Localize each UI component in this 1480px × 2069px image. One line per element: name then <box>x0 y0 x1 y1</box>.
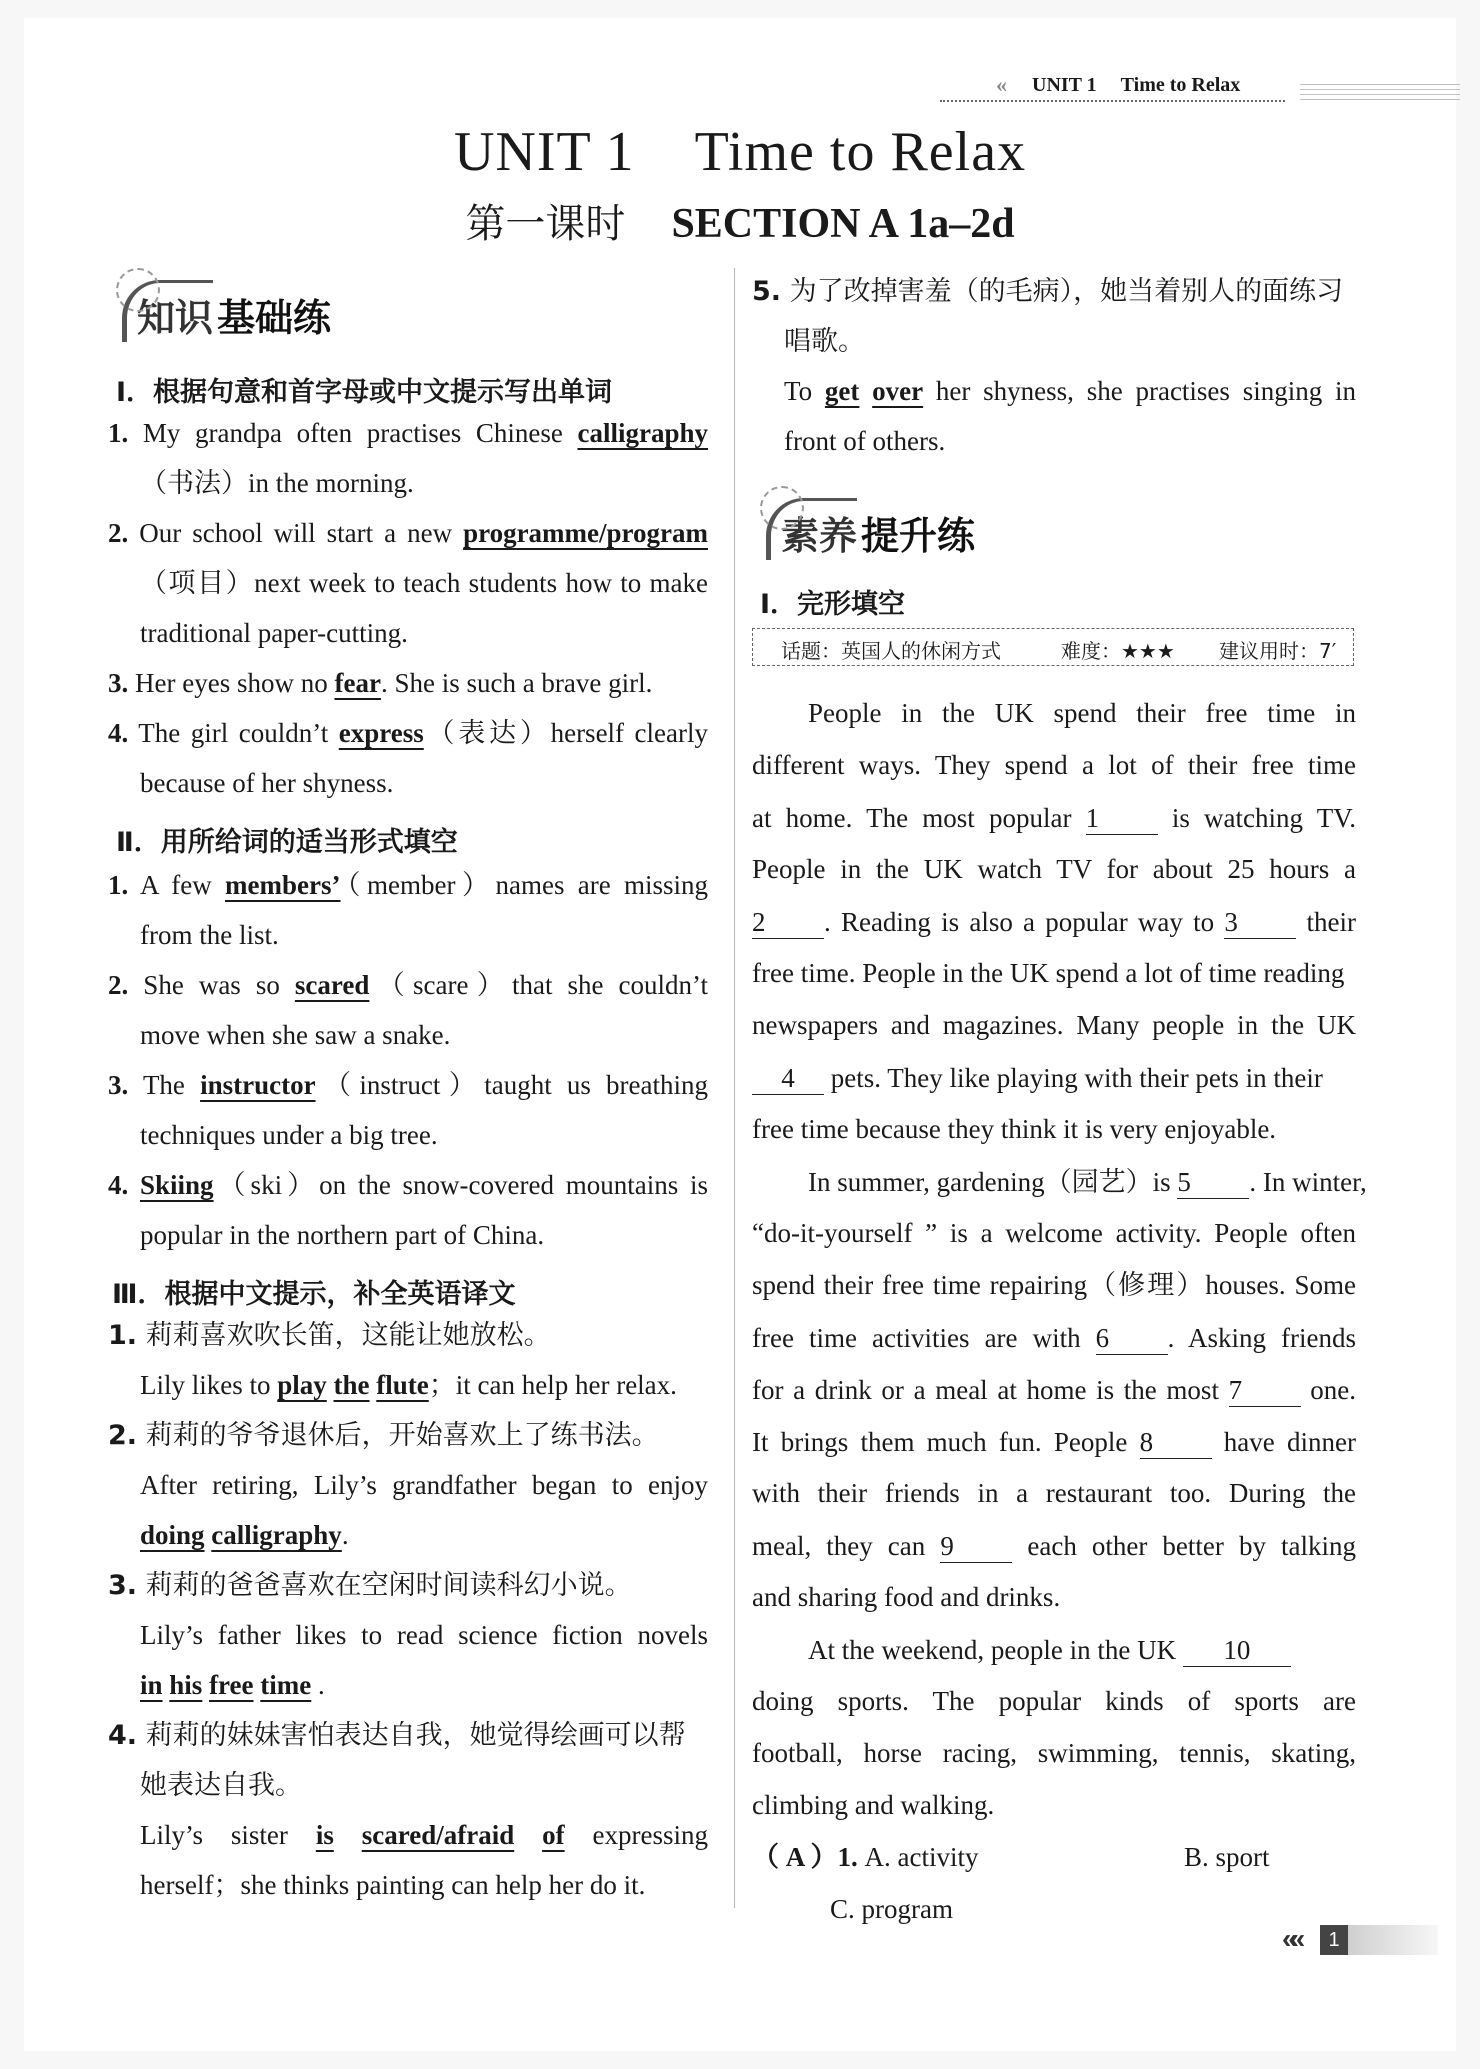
seal-icon <box>116 268 160 312</box>
option-a[interactable]: A. activity <box>864 1842 979 1872</box>
p3-item2-en1: After retiring, Lily’s grandfather began to enjoy <box>140 1470 708 1500</box>
column-divider <box>734 268 735 1908</box>
double-chevron-left-icon: « <box>996 72 1001 97</box>
unit-number: UNIT 1 <box>453 121 635 183</box>
q5-en1: To get over her shyness, she practises singing in <box>784 376 1356 406</box>
p3-item2-en2: doing calligraphy. <box>140 1520 349 1550</box>
passage-line: People in the UK watch TV for about 25 hours a <box>752 854 1356 884</box>
passage-line: with their friends in a restaurant too. During the <box>752 1478 1356 1508</box>
topic-bar <box>752 628 1354 666</box>
p3-item4-cn1: 4. 莉莉的妹妹害怕表达自我，她觉得绘画可以帮 <box>108 1720 686 1751</box>
topic-label: 话题：英国人的休闲方式 <box>781 639 1001 663</box>
blank-1[interactable]: 1 <box>1086 804 1158 835</box>
p1-item4-l1: 4. The girl couldn’t express（表达）herself clearly <box>108 718 709 748</box>
blank-4[interactable]: 4 <box>752 1064 824 1095</box>
passage-line: different ways. They spend a lot of their free time <box>752 750 1356 780</box>
passage-line: for a drink or a meal at home is the most 7 one. <box>752 1375 1356 1405</box>
running-header <box>940 70 1460 104</box>
passage-line: newspapers and magazines. Many people in the UK <box>752 1010 1356 1040</box>
answer: fear <box>334 668 381 698</box>
passage-line: It brings them much fun. People 8 have dinner <box>752 1427 1356 1457</box>
cloze-heading: Ⅰ．完形填空 <box>760 589 906 620</box>
passage-line: meal, they can 9 each other better by talking <box>752 1531 1356 1561</box>
blank-5[interactable]: 5 <box>1177 1168 1249 1199</box>
p1-item2-l1: 2. Our school will start a new programme/program <box>108 518 709 548</box>
banner-word-b: 基础练 <box>217 296 332 340</box>
page-number: 1 <box>1320 1925 1348 1955</box>
q5-en2: front of others. <box>784 426 946 456</box>
answer: calligraphy <box>577 418 708 448</box>
p2-item1-l2: from the list. <box>140 920 279 950</box>
header-stripes <box>1300 84 1460 100</box>
p2-item3-l1: 3. The instructor（instruct）taught us breathing <box>108 1070 708 1100</box>
p2-item1-l1: 1. A few members’（member）names are missing <box>108 870 708 900</box>
banner-word-a: 素养 <box>766 498 857 560</box>
answer-mark: （ A ） <box>752 1842 838 1872</box>
passage-line: and sharing food and drinks. <box>752 1582 1061 1612</box>
passage-line: 4 pets. They like playing with their pets in their <box>752 1064 1323 1095</box>
blank-2[interactable]: 2 <box>752 908 824 939</box>
banner-word-a: 知识 <box>122 280 213 342</box>
p3-item1-cn: 1. 莉莉喜欢吹长笛，这能让她放松。 <box>108 1320 551 1351</box>
unit-topic: Time to Relax <box>694 121 1027 183</box>
time-label: 建议用时：7′ <box>1219 639 1337 663</box>
passage-line: spend their free time repairing（修理）houses. Some <box>752 1270 1356 1300</box>
option-c[interactable]: C. program <box>830 1894 953 1924</box>
blank-8[interactable]: 8 <box>1140 1428 1212 1459</box>
running-header-title: Time to Relax <box>1120 74 1241 96</box>
banner-word-b: 提升练 <box>861 514 976 558</box>
double-chevron-left-icon: «« <box>1282 1923 1298 1954</box>
p2-item4-l2: popular in the northern part of China. <box>140 1220 545 1250</box>
part3-heading: Ⅲ．根据中文提示，补全英语译文 <box>112 1279 516 1310</box>
section-label: SECTION A 1a–2d <box>671 201 1015 247</box>
p1-item2-l2: （项目）next week to teach students how to make <box>140 568 708 598</box>
passage-line: free time. People in the UK spend a lot of time reading <box>752 958 1345 988</box>
passage-line: People in the UK spend their free time in <box>808 698 1356 728</box>
blank-7[interactable]: 7 <box>1229 1376 1301 1407</box>
advanced-practice-banner <box>766 498 975 568</box>
p1-item4-l2: because of her shyness. <box>140 768 394 798</box>
lesson-label: 第一课时 <box>465 201 626 247</box>
basic-practice-banner <box>122 280 331 350</box>
answer: express <box>338 718 424 748</box>
page-tab-shade <box>1348 1925 1438 1955</box>
p3-item2-cn: 2. 莉莉的爷爷退休后，开始喜欢上了练书法。 <box>108 1420 659 1451</box>
answer: members’ <box>225 870 341 900</box>
p3-item4-en1: Lily’s sister is scared/afraid of expressing <box>140 1820 709 1850</box>
section-title <box>0 192 1480 249</box>
p2-item2-l1: 2. She was so scared（scare）that she couldn’t <box>108 970 709 1000</box>
choice-q1: （ A ）1. A. activity <box>752 1842 979 1872</box>
p2-item4-l1: 4. Skiing（ski）on the snow-covered mountains is <box>108 1170 708 1200</box>
part2-heading: Ⅱ．用所给词的适当形式填空 <box>116 827 458 858</box>
passage-line: football, horse racing, swimming, tennis, skating, <box>752 1738 1356 1768</box>
passage-line: free time because they think it is very enjoyable. <box>752 1114 1277 1144</box>
p3-item3-en2: in his free time . <box>140 1670 325 1700</box>
answer: Skiing <box>140 1170 214 1200</box>
passage-line: “do-it-yourself ” is a welcome activity. People often <box>752 1218 1356 1248</box>
passage-line: at home. The most popular 1 is watching TV. <box>752 803 1356 833</box>
p2-item2-l2: move when she saw a snake. <box>140 1020 451 1050</box>
p1-item1-l1: 1. My grandpa often practises Chinese calligraphy <box>108 418 708 448</box>
p3-item1-en: Lily likes to play the flute；it can help her relax. <box>140 1370 677 1400</box>
p1-item2-l3: traditional paper-cutting. <box>140 618 408 648</box>
p3-item3-cn: 3. 莉莉的爸爸喜欢在空闲时间读科幻小说。 <box>108 1570 632 1601</box>
answer: instructor <box>200 1070 316 1100</box>
blank-10[interactable]: 10 <box>1183 1636 1291 1667</box>
passage-line: climbing and walking. <box>752 1790 995 1820</box>
answer: programme/program <box>463 518 709 548</box>
q5-cn2: 唱歌。 <box>784 326 865 357</box>
header-dotted-rule <box>940 100 1285 102</box>
blank-9[interactable]: 9 <box>940 1532 1012 1563</box>
part1-heading: Ⅰ．根据句意和首字母或中文提示写出单词 <box>116 377 613 408</box>
running-header-unit: UNIT 1 <box>1032 74 1097 96</box>
passage-line: free time activities are with 6 . Asking friends <box>752 1323 1356 1353</box>
passage-line: At the weekend, people in the UK 10 <box>808 1636 1291 1667</box>
p3-item4-en2: herself；she thinks painting can help her do it. <box>140 1870 646 1900</box>
p1-item3: 3. Her eyes show no fear. She is such a brave girl. <box>108 668 653 698</box>
p2-item3-l2: techniques under a big tree. <box>140 1120 438 1150</box>
q5-cn1: 5. 为了改掉害羞（的毛病），她当着别人的面练习 <box>752 276 1344 307</box>
passage-line: 2 . Reading is also a popular way to 3 their <box>752 907 1356 937</box>
passage-line: In summer, gardening（园艺）is 5 . In winter, <box>808 1167 1367 1197</box>
p3-item3-en1: Lily’s father likes to read science fiction novels <box>140 1620 708 1650</box>
difficulty-label: 难度：★★★ <box>1061 639 1175 663</box>
p3-item4-cn2: 她表达自我。 <box>140 1770 302 1801</box>
seal-icon <box>760 486 804 530</box>
blank-3[interactable]: 3 <box>1224 908 1296 939</box>
p1-item1-l2: （书法）in the morning. <box>140 468 414 498</box>
passage-line: doing sports. The popular kinds of sports are <box>752 1686 1356 1716</box>
option-b[interactable]: B. sport <box>1184 1842 1270 1872</box>
answer: scared <box>294 970 370 1000</box>
blank-6[interactable]: 6 <box>1096 1324 1168 1355</box>
unit-title <box>0 120 1480 184</box>
